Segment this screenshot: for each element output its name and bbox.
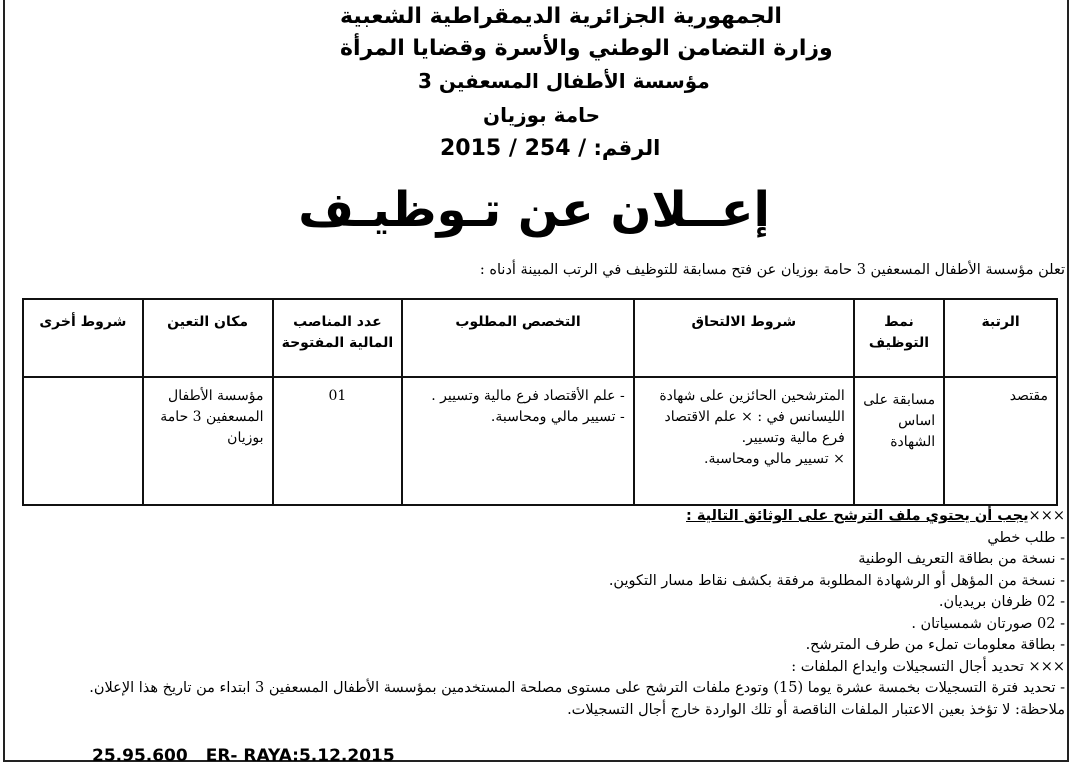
deadline-heading: ××× تحديد أجال التسجيلات وايداع الملفات : xyxy=(791,658,1065,675)
footer-publication: ER- RAYA:5.12.2015 xyxy=(205,746,395,766)
reference-value: 2015 / 254 / xyxy=(440,136,587,161)
cell-place: مؤسسة الأطفال المسعفين 3 حامة بوزيان xyxy=(143,377,273,505)
conditions-text: المترشحين الحائزين على شهادة الليسانس في : × علم الاقتصاد فرع مالية وتسيير. xyxy=(659,388,845,446)
table-header-row xyxy=(23,299,1057,377)
documents-heading xyxy=(89,506,1065,528)
document-item: - نسخة من المؤهل أو الرشهادة المطلوبة مرفقة بكشف نقاط مسار التكوين. xyxy=(608,572,1065,589)
document-item: - 02 صورتان شمسياتان . xyxy=(911,615,1065,632)
table-row xyxy=(23,377,1057,505)
header-conditions: شروط الالتحاق xyxy=(634,299,854,377)
page-title: إعــلان عن تـوظيـف xyxy=(298,182,770,238)
document-item: - نسخة من بطاقة التعريف الوطنية xyxy=(858,551,1065,567)
specialty-item-1: - علم الأقتصاد فرع مالية وتسيير . xyxy=(431,388,625,404)
note-text: ملاحظة: لا تؤخذ بعين الاعتبار الملفات الناقصة أو تلك الواردة خارج أجال التسجيلات. xyxy=(567,701,1065,718)
reference-label: الرقم: xyxy=(593,136,661,160)
header-mode: نمط التوظيف xyxy=(854,299,944,377)
header-other: شروط أخرى xyxy=(23,299,143,377)
header-location: حامة بوزيان xyxy=(483,103,601,127)
cell-specialty xyxy=(402,377,633,505)
document-item: - بطاقة معلومات تملء من طرف المترشح. xyxy=(805,637,1065,653)
publication-footer xyxy=(92,746,395,766)
documents-section xyxy=(89,506,1065,721)
document-item: - 02 ظرفان بريديان. xyxy=(938,594,1065,610)
header-institution: مؤسسة الأطفال المسعفين 3 xyxy=(418,69,710,93)
documents-heading-prefix: ××× xyxy=(1028,508,1065,524)
header-rank: الرتبة xyxy=(944,299,1057,377)
documents-heading-text: يجب أن يحتوي ملف الترشح على الوثائق التالية : xyxy=(686,508,1029,524)
document-item: - طلب خطي xyxy=(987,529,1065,546)
conditions-text-2: × تسيير مالي ومحاسبة. xyxy=(704,451,845,467)
cell-mode: مسابقة على اساس الشهادة xyxy=(854,377,944,505)
intro-text: تعلن مؤسسة الأطفال المسعفين 3 حامة بوزيان عن فتح مسابقة للتوظيف في الرتب المبينة أدناه : xyxy=(479,262,1065,278)
reference-number xyxy=(440,136,660,161)
cell-count: 01 xyxy=(273,377,403,505)
header-place: مكان التعين xyxy=(143,299,273,377)
header-ministry: وزارة التضامن الوطني والأسرة وقضايا المرأة xyxy=(340,36,833,61)
header-count: عدد المناصب المالية المفتوحة xyxy=(273,299,403,377)
footer-code: 25.95.600 xyxy=(92,746,188,766)
deadline-text: - تحديد فترة التسجيلات بخمسة عشرة يوما (15) وتودع ملفات الترشح على مستوى مصلحة المستخدمين بمؤسسة الأطفال المسعفين 3 ابتداء من تاريخ هذا الإعلان. xyxy=(89,680,1065,696)
cell-other xyxy=(23,377,143,505)
cell-conditions xyxy=(634,377,854,505)
cell-rank: مقتصد xyxy=(944,377,1057,505)
positions-table xyxy=(22,298,1058,506)
header-specialty: التخصص المطلوب xyxy=(402,299,633,377)
header-republic: الجمهورية الجزائرية الديمقراطية الشعبية xyxy=(340,4,782,29)
specialty-item-2: - تسيير مالي ومحاسبة. xyxy=(490,409,625,425)
